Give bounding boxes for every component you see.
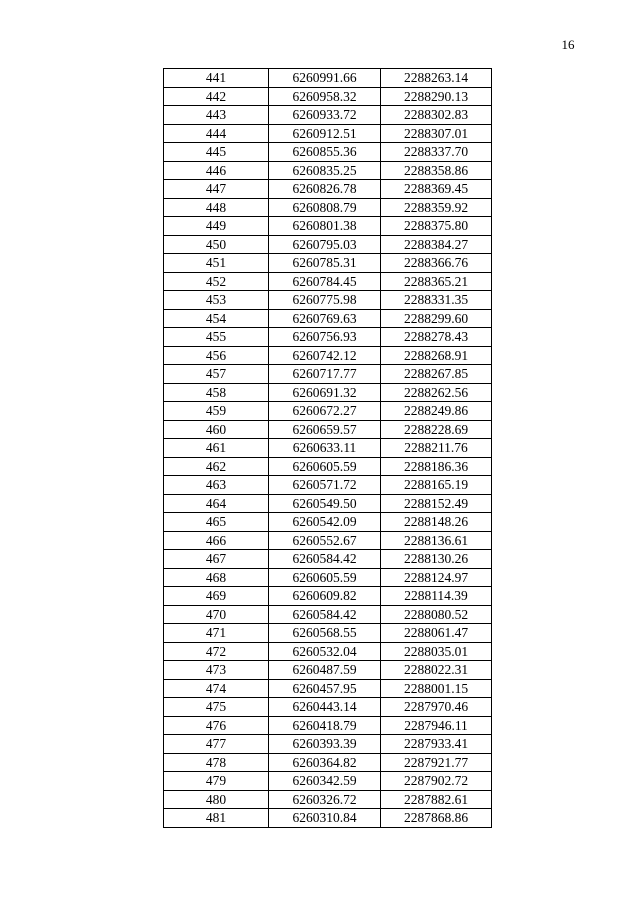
- x-coordinate-cell: 6260717.77: [269, 365, 381, 384]
- y-coordinate-cell: 2288130.26: [381, 550, 492, 569]
- x-coordinate-cell: 6260855.36: [269, 143, 381, 162]
- y-coordinate-cell: 2288114.39: [381, 587, 492, 606]
- point-number-cell: 468: [164, 568, 269, 587]
- point-number-cell: 467: [164, 550, 269, 569]
- table-row: [164, 161, 492, 180]
- x-coordinate-cell: 6260991.66: [269, 69, 381, 88]
- table-row: [164, 568, 492, 587]
- y-coordinate-cell: 2288148.26: [381, 513, 492, 532]
- point-number-cell: 463: [164, 476, 269, 495]
- y-coordinate-cell: 2288263.14: [381, 69, 492, 88]
- x-coordinate-cell: 6260532.04: [269, 642, 381, 661]
- y-coordinate-cell: 2288228.69: [381, 420, 492, 439]
- point-number-cell: 447: [164, 180, 269, 199]
- point-number-cell: 449: [164, 217, 269, 236]
- y-coordinate-cell: 2287868.86: [381, 809, 492, 828]
- x-coordinate-cell: 6260542.09: [269, 513, 381, 532]
- table-row: [164, 716, 492, 735]
- table-row: [164, 439, 492, 458]
- y-coordinate-cell: 2288358.86: [381, 161, 492, 180]
- table-row: [164, 272, 492, 291]
- table-row: [164, 605, 492, 624]
- table-row: [164, 698, 492, 717]
- point-number-cell: 455: [164, 328, 269, 347]
- x-coordinate-cell: 6260912.51: [269, 124, 381, 143]
- x-coordinate-cell: 6260801.38: [269, 217, 381, 236]
- y-coordinate-cell: 2288302.83: [381, 106, 492, 125]
- table-row: [164, 809, 492, 828]
- y-coordinate-cell: 2287902.72: [381, 772, 492, 791]
- point-number-cell: 459: [164, 402, 269, 421]
- table-row: [164, 476, 492, 495]
- point-number-cell: 470: [164, 605, 269, 624]
- x-coordinate-cell: 6260457.95: [269, 679, 381, 698]
- point-number-cell: 480: [164, 790, 269, 809]
- table-row: [164, 550, 492, 569]
- y-coordinate-cell: 2287933.41: [381, 735, 492, 754]
- coordinates-table-body: [164, 69, 492, 828]
- point-number-cell: 479: [164, 772, 269, 791]
- table-row: [164, 772, 492, 791]
- y-coordinate-cell: 2288366.76: [381, 254, 492, 273]
- table-row: [164, 679, 492, 698]
- point-number-cell: 454: [164, 309, 269, 328]
- point-number-cell: 445: [164, 143, 269, 162]
- y-coordinate-cell: 2288290.13: [381, 87, 492, 106]
- x-coordinate-cell: 6260364.82: [269, 753, 381, 772]
- x-coordinate-cell: 6260633.11: [269, 439, 381, 458]
- table-row: [164, 217, 492, 236]
- point-number-cell: 476: [164, 716, 269, 735]
- table-row: [164, 87, 492, 106]
- y-coordinate-cell: 2288152.49: [381, 494, 492, 513]
- y-coordinate-cell: 2288267.85: [381, 365, 492, 384]
- y-coordinate-cell: 2288278.43: [381, 328, 492, 347]
- table-row: [164, 383, 492, 402]
- y-coordinate-cell: 2287946.11: [381, 716, 492, 735]
- table-row: [164, 513, 492, 532]
- point-number-cell: 478: [164, 753, 269, 772]
- point-number-cell: 443: [164, 106, 269, 125]
- y-coordinate-cell: 2288369.45: [381, 180, 492, 199]
- x-coordinate-cell: 6260326.72: [269, 790, 381, 809]
- x-coordinate-cell: 6260549.50: [269, 494, 381, 513]
- y-coordinate-cell: 2288249.86: [381, 402, 492, 421]
- table-row: [164, 735, 492, 754]
- x-coordinate-cell: 6260785.31: [269, 254, 381, 273]
- table-row: [164, 309, 492, 328]
- point-number-cell: 456: [164, 346, 269, 365]
- point-number-cell: 458: [164, 383, 269, 402]
- y-coordinate-cell: 2288384.27: [381, 235, 492, 254]
- x-coordinate-cell: 6260756.93: [269, 328, 381, 347]
- table-row: [164, 365, 492, 384]
- point-number-cell: 477: [164, 735, 269, 754]
- y-coordinate-cell: 2288001.15: [381, 679, 492, 698]
- y-coordinate-cell: 2287921.77: [381, 753, 492, 772]
- point-number-cell: 472: [164, 642, 269, 661]
- x-coordinate-cell: 6260672.27: [269, 402, 381, 421]
- table-row: [164, 753, 492, 772]
- y-coordinate-cell: 2288337.70: [381, 143, 492, 162]
- point-number-cell: 450: [164, 235, 269, 254]
- table-row: [164, 531, 492, 550]
- x-coordinate-cell: 6260691.32: [269, 383, 381, 402]
- table-row: [164, 328, 492, 347]
- table-row: [164, 642, 492, 661]
- table-row: [164, 124, 492, 143]
- y-coordinate-cell: 2288365.21: [381, 272, 492, 291]
- table-row: [164, 624, 492, 643]
- x-coordinate-cell: 6260835.25: [269, 161, 381, 180]
- point-number-cell: 461: [164, 439, 269, 458]
- y-coordinate-cell: 2288299.60: [381, 309, 492, 328]
- x-coordinate-cell: 6260609.82: [269, 587, 381, 606]
- x-coordinate-cell: 6260826.78: [269, 180, 381, 199]
- point-number-cell: 444: [164, 124, 269, 143]
- x-coordinate-cell: 6260552.67: [269, 531, 381, 550]
- table-row: [164, 235, 492, 254]
- point-number-cell: 462: [164, 457, 269, 476]
- x-coordinate-cell: 6260605.59: [269, 568, 381, 587]
- y-coordinate-cell: 2288262.56: [381, 383, 492, 402]
- y-coordinate-cell: 2288359.92: [381, 198, 492, 217]
- table-row: [164, 106, 492, 125]
- x-coordinate-cell: 6260310.84: [269, 809, 381, 828]
- x-coordinate-cell: 6260584.42: [269, 605, 381, 624]
- x-coordinate-cell: 6260795.03: [269, 235, 381, 254]
- y-coordinate-cell: 2288165.19: [381, 476, 492, 495]
- x-coordinate-cell: 6260958.32: [269, 87, 381, 106]
- table-row: [164, 180, 492, 199]
- point-number-cell: 464: [164, 494, 269, 513]
- y-coordinate-cell: 2288331.35: [381, 291, 492, 310]
- x-coordinate-cell: 6260418.79: [269, 716, 381, 735]
- point-number-cell: 469: [164, 587, 269, 606]
- table-row: [164, 790, 492, 809]
- y-coordinate-cell: 2288035.01: [381, 642, 492, 661]
- x-coordinate-cell: 6260342.59: [269, 772, 381, 791]
- point-number-cell: 471: [164, 624, 269, 643]
- table-row: [164, 198, 492, 217]
- table-row: [164, 587, 492, 606]
- y-coordinate-cell: 2288124.97: [381, 568, 492, 587]
- x-coordinate-cell: 6260487.59: [269, 661, 381, 680]
- y-coordinate-cell: 2288307.01: [381, 124, 492, 143]
- y-coordinate-cell: 2288136.61: [381, 531, 492, 550]
- x-coordinate-cell: 6260933.72: [269, 106, 381, 125]
- point-number-cell: 465: [164, 513, 269, 532]
- point-number-cell: 441: [164, 69, 269, 88]
- y-coordinate-cell: 2288375.80: [381, 217, 492, 236]
- point-number-cell: 448: [164, 198, 269, 217]
- x-coordinate-cell: 6260584.42: [269, 550, 381, 569]
- y-coordinate-cell: 2288186.36: [381, 457, 492, 476]
- table-row: [164, 457, 492, 476]
- x-coordinate-cell: 6260393.39: [269, 735, 381, 754]
- y-coordinate-cell: 2287970.46: [381, 698, 492, 717]
- table-row: [164, 494, 492, 513]
- point-number-cell: 474: [164, 679, 269, 698]
- x-coordinate-cell: 6260784.45: [269, 272, 381, 291]
- table-row: [164, 69, 492, 88]
- page-number: 16: [561, 37, 575, 52]
- x-coordinate-cell: 6260808.79: [269, 198, 381, 217]
- y-coordinate-cell: 2288022.31: [381, 661, 492, 680]
- point-number-cell: 442: [164, 87, 269, 106]
- x-coordinate-cell: 6260605.59: [269, 457, 381, 476]
- point-number-cell: 451: [164, 254, 269, 273]
- x-coordinate-cell: 6260742.12: [269, 346, 381, 365]
- x-coordinate-cell: 6260659.57: [269, 420, 381, 439]
- point-number-cell: 457: [164, 365, 269, 384]
- y-coordinate-cell: 2288211.76: [381, 439, 492, 458]
- point-number-cell: 481: [164, 809, 269, 828]
- table-row: [164, 254, 492, 273]
- point-number-cell: 475: [164, 698, 269, 717]
- table-row: [164, 420, 492, 439]
- point-number-cell: 446: [164, 161, 269, 180]
- table-row: [164, 143, 492, 162]
- point-number-cell: 473: [164, 661, 269, 680]
- x-coordinate-cell: 6260769.63: [269, 309, 381, 328]
- x-coordinate-cell: 6260443.14: [269, 698, 381, 717]
- coordinates-table: [163, 68, 492, 828]
- y-coordinate-cell: 2288080.52: [381, 605, 492, 624]
- x-coordinate-cell: 6260571.72: [269, 476, 381, 495]
- table-row: [164, 291, 492, 310]
- table-row: [164, 402, 492, 421]
- x-coordinate-cell: 6260568.55: [269, 624, 381, 643]
- point-number-cell: 452: [164, 272, 269, 291]
- x-coordinate-cell: 6260775.98: [269, 291, 381, 310]
- point-number-cell: 460: [164, 420, 269, 439]
- point-number-cell: 453: [164, 291, 269, 310]
- table-row: [164, 661, 492, 680]
- y-coordinate-cell: 2288061.47: [381, 624, 492, 643]
- y-coordinate-cell: 2288268.91: [381, 346, 492, 365]
- y-coordinate-cell: 2287882.61: [381, 790, 492, 809]
- table-row: [164, 346, 492, 365]
- point-number-cell: 466: [164, 531, 269, 550]
